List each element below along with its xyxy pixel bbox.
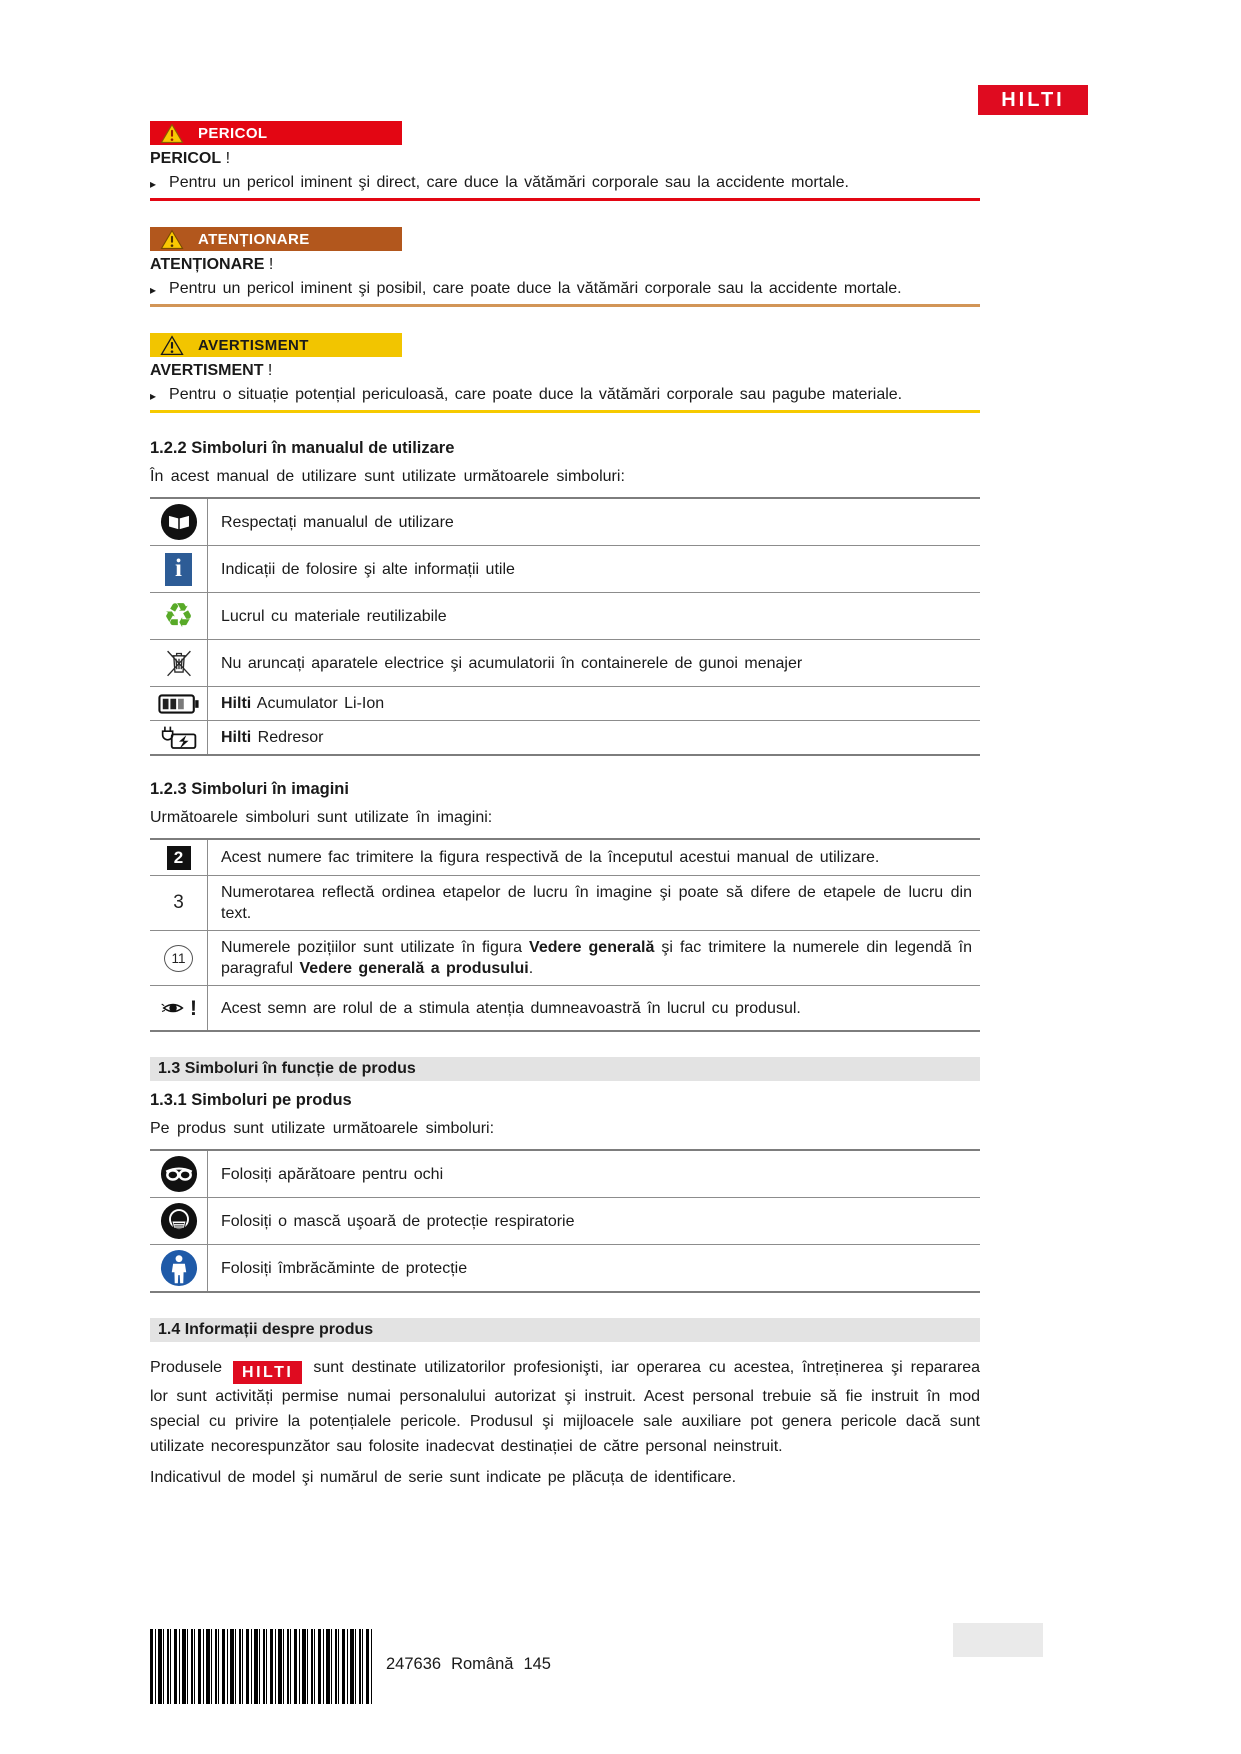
symbol-text: Numerele pozițiilor sunt utilizate în figura Vedere generală şi fac trimitere la numerele din legendă în paragraful Vedere generală a produsului. <box>221 939 972 977</box>
barcode <box>150 1629 372 1704</box>
symbol-icon-cell <box>150 1245 208 1291</box>
symbol-text: Nu aruncați aparatele electrice şi acumulatorii în containerele de gunoi menajer <box>221 654 803 672</box>
bullet-icon: ▸ <box>150 177 157 191</box>
blank-label-box <box>953 1623 1043 1657</box>
symbol-icon-cell <box>150 593 208 639</box>
avertisment-divider-rule <box>150 410 980 413</box>
table-row <box>150 687 980 721</box>
symbol-icon-cell <box>150 840 208 875</box>
product-info-paragraph-2: Indicativul de model şi numărul de serie sunt indicate pe plăcuța de identificare. <box>150 1469 737 1486</box>
symbol-text: Indicații de folosire şi alte informații utile <box>221 560 515 578</box>
footer-text <box>386 1655 561 1674</box>
eye-icon <box>160 997 188 1019</box>
symbol-text: Acest semn are rolul de a stimula atenția dumneavoastră în lucrul cu produsul. <box>221 999 801 1017</box>
table-row <box>150 931 980 986</box>
info-icon: i <box>165 553 192 586</box>
atentionare-banner <box>150 227 402 251</box>
avertisment-text: Pentru o situație potențial periculoasă, care poate duce la vătămări corporale sau pagube materiale. <box>169 386 903 403</box>
atentionare-banner-label: ATENȚIONARE <box>198 230 310 248</box>
symbol-text: Folosiți îmbrăcăminte de protecție <box>221 1259 468 1277</box>
symbol-icon-cell <box>150 931 208 985</box>
atentionare-title: ATENȚIONARE ! <box>150 256 274 273</box>
warning-block-avertisment <box>150 333 980 413</box>
attention-eye-icon <box>160 997 197 1019</box>
table-row <box>150 1151 980 1198</box>
pericol-title: PERICOL ! <box>150 150 231 167</box>
symbol-icon-cell <box>150 721 208 754</box>
atentionare-divider-rule <box>150 304 980 307</box>
pericol-bullet <box>150 174 980 192</box>
warning-triangle-icon <box>159 123 185 144</box>
symbol-icon-cell <box>150 1198 208 1244</box>
avertisment-banner <box>150 333 402 357</box>
heading-1-2-2: 1.2.2 Simboluri în manualul de utilizare <box>150 439 455 457</box>
bullet-icon: ▸ <box>150 283 157 297</box>
avertisment-title: AVERTISMENT ! <box>150 362 273 379</box>
protective-clothing-icon <box>160 1249 198 1287</box>
warning-block-atentionare <box>150 227 980 307</box>
eye-protection-icon <box>160 1155 198 1193</box>
respirator-mask-icon <box>160 1202 198 1240</box>
warning-block-pericol <box>150 121 980 201</box>
table-row <box>150 640 980 687</box>
atentionare-text: Pentru un pericol iminent şi posibil, care poate duce la vătămări corporale sau la accidente mortale. <box>169 280 902 297</box>
symbols-table-product <box>150 1149 980 1293</box>
symbol-text: Lucrul cu materiale reutilizabile <box>221 607 447 625</box>
language-label: Română <box>451 1655 514 1673</box>
exclamation-glyph: ! <box>190 996 197 1020</box>
table-row <box>150 721 980 754</box>
avertisment-bullet <box>150 386 980 404</box>
symbol-icon-cell <box>150 546 208 592</box>
read-manual-icon <box>160 503 198 541</box>
table-row <box>150 546 980 593</box>
table-row <box>150 593 980 640</box>
symbol-icon-cell <box>150 499 208 545</box>
symbols-table-manual <box>150 497 980 756</box>
symbol-text: Hilti Redresor <box>221 729 324 746</box>
symbols-table-images <box>150 838 980 1032</box>
hilti-logo-inline: HILTI <box>233 1361 302 1384</box>
symbol-icon-cell <box>150 986 208 1030</box>
page-content <box>150 121 980 1490</box>
figure-number-icon: 2 <box>167 846 191 870</box>
symbol-text: Folosiți o mască uşoară de protecție respiratorie <box>221 1212 575 1230</box>
symbol-text: Numerotarea reflectă ordinea etapelor de lucru în imagine şi poate să difere de etapele de lucru din text. <box>221 884 972 922</box>
table-row <box>150 1245 980 1291</box>
warning-triangle-icon <box>159 229 185 250</box>
position-number-icon: 11 <box>164 945 193 972</box>
pericol-divider-rule <box>150 198 980 201</box>
symbol-icon-cell <box>150 876 208 930</box>
intro-1-2-3: Următoarele simboluri sunt utilizate în imagini: <box>150 809 493 826</box>
no-household-waste-icon <box>160 644 198 682</box>
avertisment-banner-label: AVERTISMENT <box>198 336 309 354</box>
symbol-text: Respectați manualul de utilizare <box>221 513 454 531</box>
heading-1-3-1: 1.3.1 Simboluri pe produs <box>150 1091 352 1109</box>
atentionare-bullet <box>150 280 980 298</box>
symbol-icon-cell <box>150 640 208 686</box>
table-row <box>150 499 980 546</box>
symbol-icon-cell <box>150 687 208 720</box>
battery-icon <box>158 693 200 715</box>
symbol-text: Hilti Acumulator Li-Ion <box>221 695 385 712</box>
table-row <box>150 1198 980 1245</box>
recycle-icon: ♻ <box>163 597 194 635</box>
hilti-logo: HILTI <box>978 85 1088 115</box>
pericol-banner-label: PERICOL <box>198 124 268 142</box>
doc-number: 247636 <box>386 1655 442 1673</box>
symbol-text: Acest numere fac trimitere la figura respectivă de la începutul acestui manual de utilizare. <box>221 849 880 866</box>
table-row <box>150 986 980 1030</box>
step-number-icon: 3 <box>173 892 184 913</box>
section-bar-1-4: 1.4 Informații despre produs <box>150 1318 980 1342</box>
symbol-icon-cell <box>150 1151 208 1197</box>
pericol-banner <box>150 121 402 145</box>
section-bar-1-3: 1.3 Simboluri în funcție de produs <box>150 1057 980 1081</box>
table-row <box>150 840 980 876</box>
table-row <box>150 876 980 931</box>
page-number: 145 <box>523 1655 551 1673</box>
intro-1-3-1: Pe produs sunt utilizate următoarele simboluri: <box>150 1120 495 1137</box>
intro-1-2-2: În acest manual de utilizare sunt utilizate următoarele simboluri: <box>150 468 625 485</box>
pericol-text: Pentru un pericol iminent şi direct, care duce la vătămări corporale sau la accidente mortale. <box>169 174 849 191</box>
bullet-icon: ▸ <box>150 389 157 403</box>
heading-1-2-3: 1.2.3 Simboluri în imagini <box>150 780 349 798</box>
symbol-text: Folosiți apărătoare pentru ochi <box>221 1165 444 1183</box>
charger-icon <box>159 725 199 751</box>
product-info-paragraph: Produsele HILTI sunt destinate utilizatorilor profesionişti, iar operarea cu acestea, întreținerea şi repararea lor sunt activități permise numai personalului autorizat şi instruit. Acest personal trebuie să fie instruit în mod special cu privire la potențialele pericole. Produsul şi mijloacele sale auxiliare pot genera pericole dacă sunt utilizate necorespunzător sau folosite inadecvat destinației de către personal neinstruit. <box>150 1359 981 1455</box>
warning-triangle-icon <box>159 335 185 356</box>
